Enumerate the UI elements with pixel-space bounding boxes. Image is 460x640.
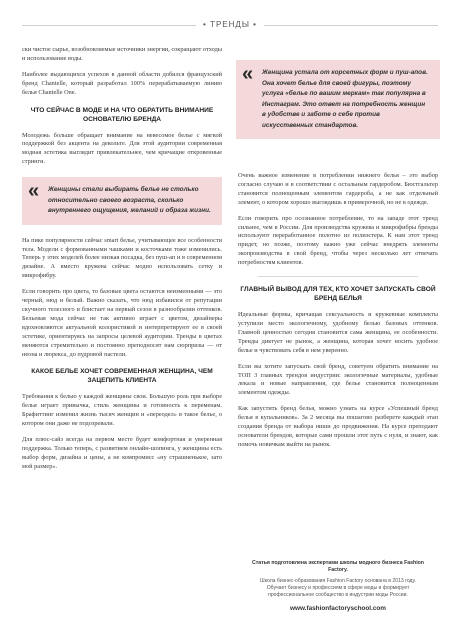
pull-quote-text: Женщины стали выбирать белье не столько относительно своего возраста, сколько внутреннего ощущения, желаний и образа жизни. <box>48 186 211 215</box>
section-heading: КАКОЕ БЕЛЬЕ ХОЧЕТ СОВРЕМЕННАЯ ЖЕНЩИНА, ЧЕМ ЗАЦЕПИТЬ КЛИЕНТА <box>31 368 213 385</box>
left-column <box>22 46 222 479</box>
section-header <box>0 20 460 29</box>
quote-mark-icon: « <box>242 63 254 85</box>
paragraph: Очень важное изменение в потреблении нижнего белья – это выбор согласно случаю и в соответствии с остальным гардеробом. Бюстгальтер становится полноценным элементом гардероба, а не как отдельный элемент, о котором хорошо выглядишь в примерочной, но не в одежде. <box>238 172 438 206</box>
paragraph: Если говорить про осознанное потребление, то на западе этот тренд сильнее, чем в России. Для производства кружева и микрофибры бренды используют переработанное полотно из полиэстера. К нам этот тренд придет, но позже, поэтому важно уже сейчас внедрять элементы экопроизводства в свой бренд, чтобы через несколько лет отвечать потребностям клиентов. <box>238 214 438 267</box>
pull-quote <box>236 60 440 139</box>
header-rule-right <box>264 25 438 26</box>
website-link[interactable]: www.fashionfactoryschool.com <box>290 605 386 612</box>
right-column <box>238 172 438 457</box>
paragraph: На пике популярности сейчас smart белье, учитывающее все особенности тела. Модели с формованными чашками и косточками тоже изменились. Теперь у этих моделей более низкая посадка, без пуш-ап и в современном дизайне. А вместо кружева сейчас модно использовать сетку и микрофибру. <box>22 236 222 280</box>
credit-description: Школа бизнес-образования Fashion Factory основана в 2013 году. Обучает бизнесу и профессиям в сфере моды и формирует профессиональное сообщество в индустрии моды России. <box>260 578 416 598</box>
paragraph: ски чистое сырье, возобновляемые источники энергии, сокращают отходы и использование воды. <box>22 46 222 62</box>
paragraph: Требования к белью у каждой женщины свои. Большую роль при выборе белья играет привычка, стиль женщины и готовность к переменам. Брафиттинг изменил жизнь тысяч женщин и «переодел» в такое белье, о котором они даже не подозревали. <box>22 393 222 428</box>
credit-title: Статья подготовлена экспертами школы модного бизнеса Fashion Factory. <box>252 560 424 573</box>
paragraph: Как запустить бренд белья, можно узнать на курсе «Успешный бренд белья в купальников». За 2 месяца вы пошагово разберете каждый этап создания бренда от выбора ниши до продвижения. На курсе преподают основатели брендов, которые сами прошли этот путь с нуля, и знают, как помочь новичкам выйти на рынок. <box>238 405 438 448</box>
paragraph: Молодежь больше обращает внимание на невесомое белье с мягкой поддержкой без акцента на декольте. Для этой аудитории современная модная эстетика выглядит привлекательнее, чем кричащие откровенные стринги. <box>22 131 222 166</box>
section-title: • ТРЕНДЫ • <box>203 20 257 29</box>
paragraph: Идеальные формы, кричащая сексуальность и кружевные комплекты уступили место экологичному, удобному белью базовых оттенков. Главной ценностью сегодня становится сама женщина, ее особенности. Тренды диктует не рынок, а женщина, которая хочет носить удобное белье и чувствовать себя в нем уверенно. <box>238 311 438 354</box>
section-heading: ГЛАВНЫЙ ВЫВОД ДЛЯ ТЕХ, КТО ХОЧЕТ ЗАПУСКАТЬ СВОЙ БРЕНД БЕЛЬЯ <box>240 286 436 303</box>
paragraph: Если вы хотите запускать свой бренд, советуем обратить внимание на ТОП 3 главных трендов индустрии: экологичные материалы, удобные лекала и новые направления, где белье становится полноценным элементом одежды. <box>238 362 438 397</box>
quote-mark-icon: « <box>28 180 40 203</box>
paragraph: Для плюс-сайз всегда на первом месте будет комфортная и уверенная поддержка. Только теперь, с развитием онлайн-шопинга, у женщины есть выбор форм, дизайна и цены, а не компромисс «ну страшненькое, зато мой размер». <box>22 436 222 470</box>
header-rule-left <box>22 25 196 26</box>
divider <box>258 276 418 277</box>
pull-quote-text: Женщина устала от корсетных форм и пуш-апов. Она хочет белье для своей фигуры, поэтому услуга «белье по вашим меркам» так популярна в Инстаграм. Это ответ на потребность женщин в удобстве и заботе о себе против искусственных стандартов. <box>262 69 428 129</box>
author-credit <box>250 560 426 612</box>
paragraph: Если говорить про цвета, то базовые цвета остаются неизменными — это черный, нюд и белый. Важно сказать, что нюд избавился от репутации скучного телесного и блистает на первый сезон в разнообразии оттенков. Бельевая мода сейчас не так активно играет с цветом, дизайнеры вдохновляются актуальной колористикой и интерпретируют ее в своей эстетике, ориентируясь на запросы целевой аудитории. Тренды в цветах меняются стремительно и постоянно преподносят нам сюрпризы — от неона и люрекса, до пудровой пастели. <box>22 288 222 358</box>
pull-quote <box>22 177 222 225</box>
section-heading: ЧТО СЕЙЧАС В МОДЕ И НА ЧТО ОБРАТИТЬ ВНИМАНИЕ ОСНОВАТЕЛЮ БРЕНДА <box>30 106 214 123</box>
paragraph: Наиболее выдающихся успехов в данной области добился французский бренд Chantelle, который разработал 100% перерабатываемую линию белья Chantelle One. <box>22 70 222 96</box>
